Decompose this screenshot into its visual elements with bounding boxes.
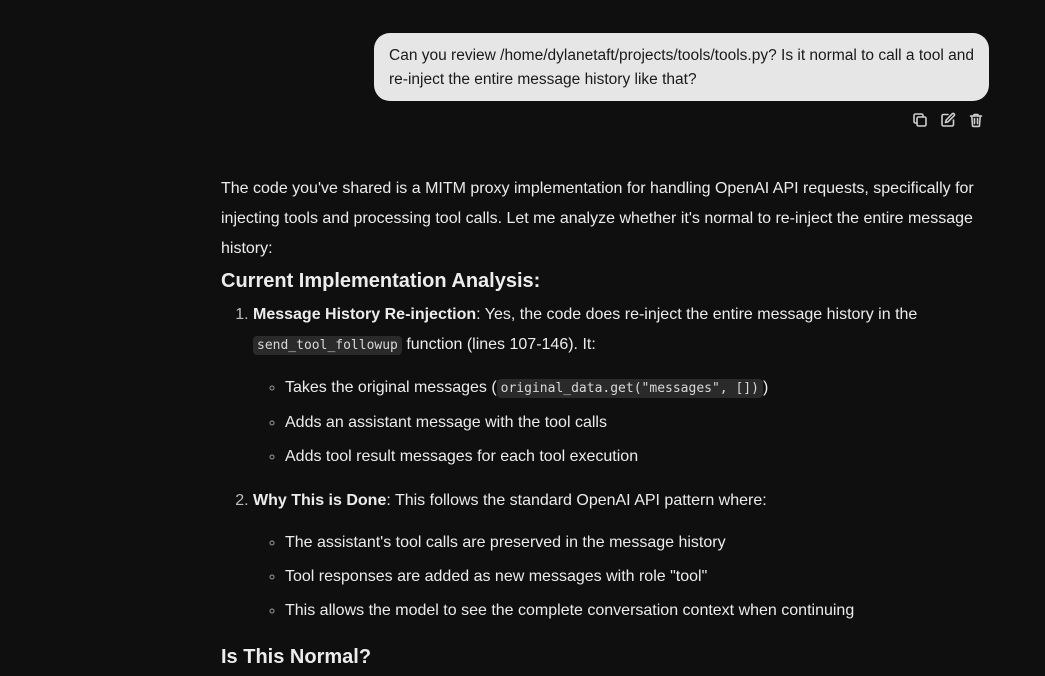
copy-icon[interactable]: [912, 112, 928, 128]
bullet-text: Takes the original messages (: [285, 379, 497, 396]
sub-list: [253, 526, 991, 628]
list-item: ◦ The assistant's tool calls are preserved in the message history: [285, 526, 991, 560]
inline-code: send_tool_followup: [253, 336, 402, 355]
list-item: ◦ Adds tool result messages for each tool execution: [285, 440, 991, 474]
list-item: [253, 300, 991, 474]
list-item: ◦ Tool responses are added as new messages with role "tool": [285, 560, 991, 594]
edit-icon[interactable]: [940, 112, 956, 128]
user-message-text: Can you review /home/dylanetaft/projects/tools/tools.py? Is it normal to call a tool and re-inject the entire message history like that?: [389, 47, 974, 88]
analysis-list: [221, 300, 991, 628]
trash-icon[interactable]: [968, 112, 984, 128]
list-item: [253, 486, 991, 628]
list-item: [285, 371, 991, 406]
item-title: Message History Re-injection: [253, 306, 477, 323]
item-text: function (lines 107-146). It:: [401, 336, 596, 353]
assistant-intro: The code you've shared is a MITM proxy implementation for handling OpenAI API requests, specifically for injecting tools and processing tool calls. Let me analyze whether it's normal to re-inject the entire message history:: [221, 180, 974, 257]
list-item: ◦ Adds an assistant message with the tool calls: [285, 406, 991, 440]
assistant-message: [221, 174, 991, 676]
item-text: : This follows the standard OpenAI API pattern where:: [386, 492, 767, 509]
item-title: Why This is Done: [253, 492, 387, 509]
bullet-text: ): [762, 379, 769, 396]
inline-code: original_data.get("messages", []): [497, 379, 763, 398]
heading-is-this-normal: Is This Normal?: [221, 646, 372, 668]
sub-list: [253, 371, 991, 474]
heading-current-implementation: Current Implementation Analysis:: [221, 270, 541, 292]
message-actions: [912, 112, 984, 128]
list-item: ◦ This allows the model to see the complete conversation context when continuing: [285, 594, 991, 628]
item-text: : Yes, the code does re-inject the entire message history in the: [476, 306, 918, 323]
user-message-bubble: [374, 33, 989, 101]
